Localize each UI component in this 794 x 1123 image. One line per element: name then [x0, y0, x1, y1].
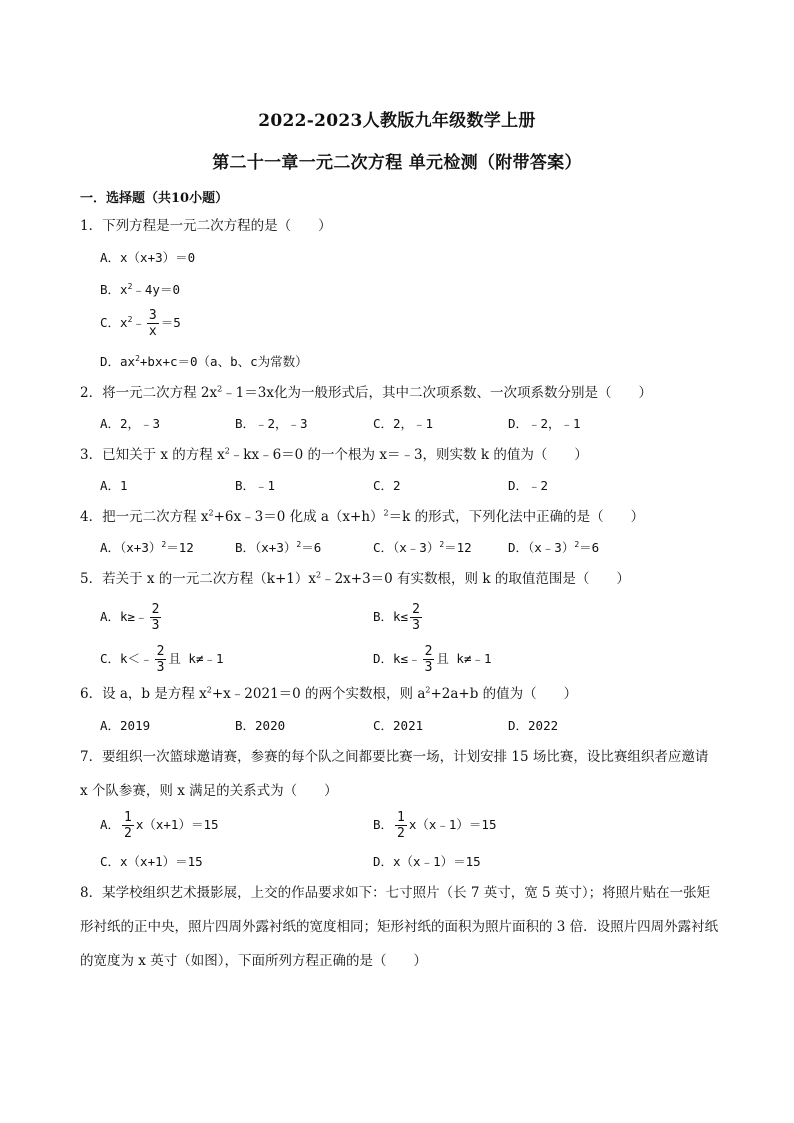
question-3-option-b: B．﹣1	[235, 478, 276, 493]
question-2-option-b: B．﹣2，﹣3	[235, 416, 308, 431]
fraction: $\frac{1}{2}$	[397, 810, 405, 841]
question-7-option-b: B． $\frac{1}{2}$ x（x﹣1）＝15	[373, 810, 497, 841]
question-6-stem: 6．设 a，b 是方程 $x^2+x﹣2021=0$ 的两个实数根，则 $a^2+2a+b$ 的值为（ ）	[80, 685, 578, 702]
question-6-option-a: A．2019	[100, 718, 151, 733]
question-5-option-d: D．k≤﹣ $\frac{2}{3}$ 且 k≠﹣1	[373, 644, 492, 675]
question-4-stem: 4．把一元二次方程 $x^2+6x﹣3=0$ 化成 $a(x+h)^2=k$ 的形式，下列化法中正确的是（ ）	[80, 508, 645, 525]
question-5-stem: 5．若关于 x 的一元二次方程$(k+1)x^2﹣2x+3=0$ 有实数根，则 k 的取值范围是（ ）	[80, 570, 630, 587]
question-2-option-c: C．2，﹣1	[373, 416, 434, 431]
fraction: $\frac{2}{3}$	[412, 602, 420, 633]
document-title: 2022-2023人教版九年级数学上册	[258, 111, 536, 131]
document-subtitle: 第二十一章一元二次方程 单元检测（附带答案）	[212, 153, 582, 173]
question-1-option-a: A．x（x+3）＝0	[100, 250, 196, 265]
fraction: $\frac{2}{3}$	[156, 644, 165, 675]
question-3-option-d: D．﹣2	[508, 478, 549, 493]
question-1-option-d: D．$ax^2+bx+c=0(a$、b、c为常数）	[100, 353, 308, 369]
section-heading: 一．选择题（共10小题）	[80, 191, 229, 206]
question-7-option-c: C．x（x+1）＝15	[100, 854, 203, 869]
question-3-stem: 3．已知关于 x 的方程 $x^2﹣kx﹣6=0$ 的一个根为 x＝﹣3，则实数 k 的值为（ ）	[80, 446, 588, 463]
question-8-stem: 8．某学校组织艺术摄影展，上交的作品要求如下：七寸照片（长 7 英寸，宽 5 英寸）；将照片贴在一张矩形衬纸的正中央，照片四周外露衬纸的宽度相同；矩形衬纸的面积为照片面积的 3 倍．设照片四周外露衬纸的宽度为 x 英寸（如图），下面所列方程正确的是（ ）	[80, 885, 719, 969]
fraction: $\frac{1}{2}$	[124, 810, 132, 841]
question-1-stem: 1．下列方程是一元二次方程的是（ ）	[80, 218, 332, 234]
question-4-option-b: B．$(x+3)^2=6$	[235, 539, 322, 555]
question-6-option-b: B．2020	[235, 718, 286, 733]
question-4-option-a: A．$(x+3)^2=12$	[100, 539, 194, 555]
question-4-option-d: D．（x﹣3）$^2$＝6	[508, 539, 600, 555]
question-2-option-d: D．﹣2，﹣1	[508, 416, 581, 431]
question-5-option-a: A．k≥﹣ $\frac{2}{3}$	[100, 602, 160, 633]
fraction: $\frac{3}{x}$	[148, 308, 157, 339]
question-4-option-c: C．（x﹣3）$^2$＝12	[373, 539, 472, 555]
question-7-stem: 7．要组织一次篮球邀请赛，参赛的每个队之间都要比赛一场，计划安排 15 场比赛，设比赛组织者应邀请 x 个队参赛，则 x 满足的关系式为（ ）	[80, 749, 709, 799]
question-2-option-a: A．2，﹣3	[100, 416, 161, 431]
fraction: $\frac{2}{3}$	[151, 602, 160, 633]
fraction: $\frac{2}{3}$	[424, 644, 433, 675]
question-2-stem: 2．将一元二次方程 $2x^2﹣1=3x$化为一般形式后，其中二次项系数、一次项系数分别是（ ）	[80, 384, 652, 401]
question-7-option-d: D．x（x﹣1）＝15	[373, 854, 481, 869]
question-5-option-c: C．k＜﹣ $\frac{2}{3}$ 且 k≠﹣1	[100, 644, 224, 675]
question-3-option-a: A．1	[100, 478, 128, 493]
question-6-option-c: C．2021	[373, 718, 424, 733]
question-1-option-b: B．$x^2﹣4y=0$	[100, 281, 180, 297]
question-6-option-d: D．2022	[508, 718, 559, 733]
question-1-option-c: C．$x^2﹣$ $\frac{3}{x}$ ＝5	[100, 308, 181, 339]
question-3-option-c: C．2	[373, 478, 401, 493]
question-5-option-b: B．k≤ $\frac{2}{3}$	[373, 602, 420, 633]
question-7-option-a: A． $\frac{1}{2}$ x（x+1）＝15	[100, 810, 219, 841]
